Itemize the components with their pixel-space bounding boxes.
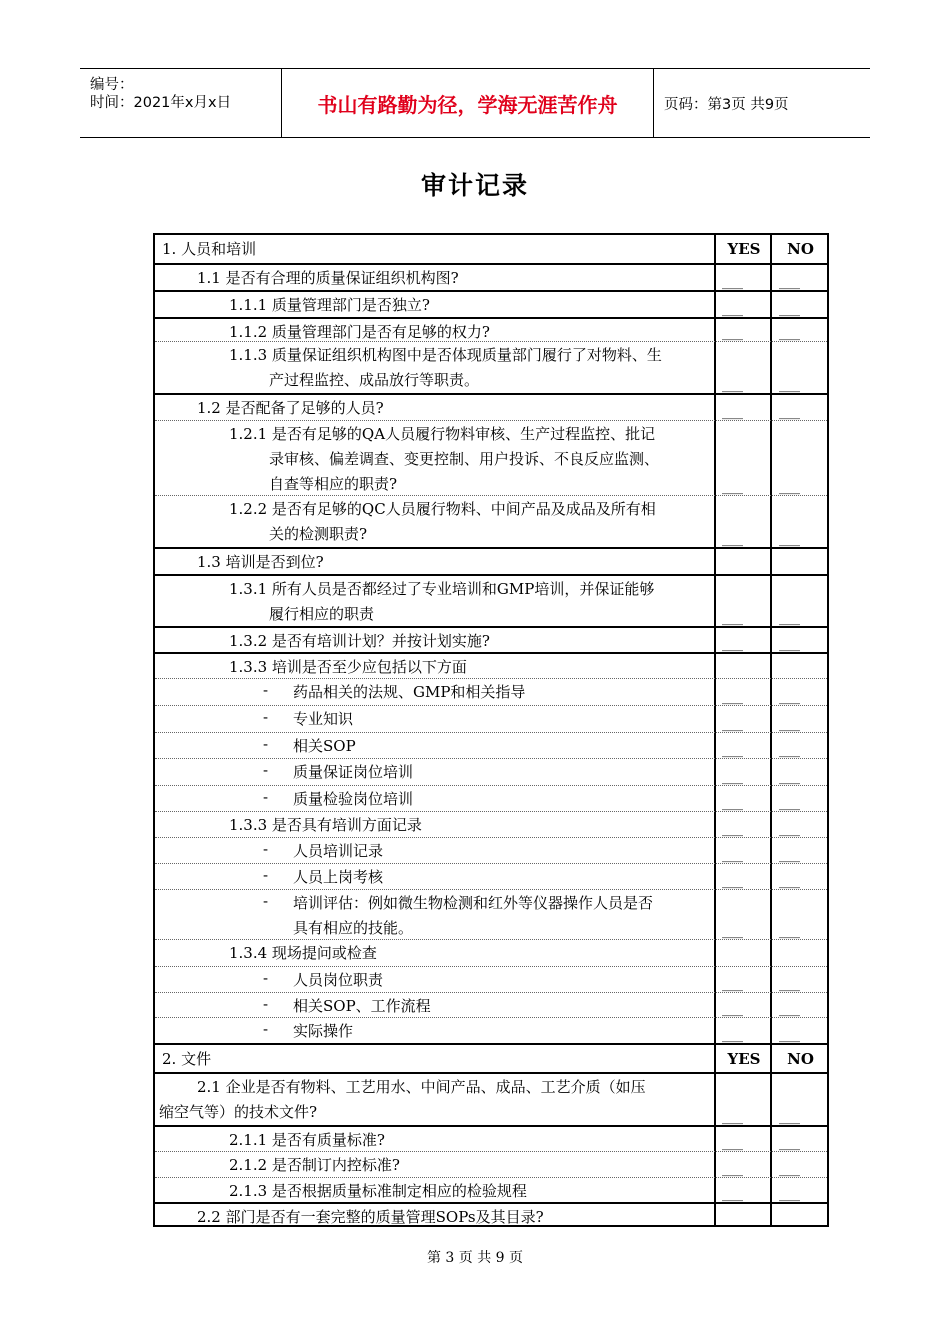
no-answer-blank[interactable]: ___ (779, 689, 800, 705)
audit-table (153, 233, 829, 1227)
yes-answer-blank[interactable]: ___ (722, 689, 743, 705)
no-answer-blank[interactable]: ___ (779, 742, 800, 758)
question-line: 关的检测职责? (269, 525, 368, 543)
no-answer-blank[interactable]: ___ (779, 1001, 800, 1017)
yes-answer-blank[interactable]: ___ (722, 325, 743, 341)
yes-column-header: YES (727, 240, 761, 258)
question-text (155, 1045, 715, 1074)
yes-answer-blank[interactable]: ___ (722, 795, 743, 811)
question-text (155, 679, 715, 706)
yes-answer-blank[interactable]: ___ (722, 976, 743, 992)
question-line: 质量检验岗位培训 (293, 790, 414, 808)
yes-answer-blank[interactable]: ___ (722, 742, 743, 758)
bullet-dash: - (263, 788, 269, 806)
document-title: 审计记录 (420, 171, 529, 200)
checklist-row (155, 1151, 827, 1177)
yes-column-header: YES (727, 1049, 761, 1068)
question-line: 1.3 培训是否到位? (197, 553, 324, 571)
no-column-header: NO (787, 1049, 814, 1068)
question-line: 自查等相应的职责? (269, 475, 398, 493)
checklist-row (155, 420, 827, 495)
question-line: 人员培训记录 (293, 842, 384, 860)
question-text (155, 993, 715, 1018)
checklist-row (155, 1202, 827, 1227)
checklist-row (155, 837, 827, 863)
bullet-dash: - (263, 969, 269, 987)
question-line: 1.2 是否配备了足够的人员? (197, 399, 384, 417)
yes-answer-blank[interactable]: ___ (722, 377, 743, 393)
question-line: 2.1 企业是否有物料、工艺用水、中间产品、成品、工艺介质（如压 (197, 1078, 646, 1096)
no-answer-blank[interactable]: ___ (779, 1211, 800, 1227)
bullet-dash: - (263, 735, 269, 753)
question-line: 1. 人员和培训 (162, 240, 257, 258)
question-text (155, 890, 715, 940)
checklist-row (155, 889, 827, 939)
yes-answer-blank[interactable]: ___ (722, 1211, 743, 1227)
question-text (155, 654, 715, 680)
bullet-dash: - (263, 995, 269, 1013)
question-line: 1.1 是否有合理的质量保证组织机构图? (197, 269, 459, 287)
yes-answer-blank[interactable]: ___ (722, 531, 743, 547)
checklist-row (155, 626, 827, 652)
yes-answer-blank[interactable]: ___ (722, 716, 743, 732)
question-line: 2.2 部门是否有一套完整的质量管理SOPs及其目录? (197, 1208, 544, 1226)
no-answer-blank[interactable]: ___ (779, 377, 800, 393)
question-line: 1.3.1 所有人员是否都经过了专业培训和GMP培训，并保证能够 (229, 580, 655, 598)
bullet-dash: - (263, 1020, 269, 1038)
question-line: 2.1.2 是否制订内控标准? (229, 1156, 400, 1174)
no-answer-blank[interactable]: ___ (779, 873, 800, 889)
question-text (155, 1127, 715, 1153)
question-line: 人员上岗考核 (293, 868, 384, 886)
no-answer-blank[interactable]: ___ (779, 404, 800, 420)
question-line: 1.2.2 是否有足够的QC人员履行物料、中间产品及成品及所有相 (229, 500, 656, 518)
question-text (155, 628, 715, 654)
checklist-row (155, 811, 827, 837)
bullet-dash: - (263, 681, 269, 699)
no-answer-blank[interactable]: ___ (779, 976, 800, 992)
question-text (155, 967, 715, 993)
yes-answer-blank[interactable]: ___ (722, 923, 743, 939)
question-line: 2.1.3 是否根据质量标准制定相应的检验规程 (229, 1182, 527, 1200)
question-line: 缩空气等）的技术文件? (159, 1103, 318, 1121)
question-line: 具有相应的技能。 (293, 919, 414, 937)
no-answer-blank[interactable]: ___ (779, 769, 800, 785)
question-text (155, 838, 715, 864)
no-answer-blank[interactable]: ___ (779, 1135, 800, 1151)
checklist-row (155, 393, 827, 420)
question-line: 1.3.4 现场提问或检查 (229, 944, 377, 962)
yes-answer-blank[interactable]: ___ (722, 301, 743, 317)
no-column-header: NO (787, 240, 814, 258)
question-text (155, 342, 715, 394)
yes-answer-blank[interactable]: ___ (722, 1161, 743, 1177)
yes-answer-blank[interactable]: ___ (722, 1027, 743, 1043)
section-header-row (155, 1043, 827, 1072)
checklist-row (155, 732, 827, 758)
question-text (155, 549, 715, 576)
question-line: 1.3.3 是否具有培训方面记录 (229, 816, 422, 834)
no-answer-blank[interactable]: ___ (779, 923, 800, 939)
checklist-row (155, 495, 827, 547)
question-text (155, 706, 715, 733)
header-date: 时间：2021年x月x日 (90, 95, 232, 111)
question-text (155, 940, 715, 967)
header-slogan: 书山有路勤为径，学海无涯苦作舟 (282, 69, 654, 137)
question-line: 1.2.1 是否有足够的QA人员履行物料审核、生产过程监控、批记 (229, 425, 656, 443)
yes-answer-blank[interactable]: ___ (722, 636, 743, 652)
yes-answer-blank[interactable]: ___ (722, 274, 743, 290)
question-text (155, 1178, 715, 1203)
question-line: 2. 文件 (162, 1050, 212, 1068)
question-line: 2.1.1 是否有质量标准? (229, 1131, 385, 1149)
checklist-row (155, 263, 827, 290)
question-line: 人员岗位职责 (293, 971, 384, 989)
question-text (155, 864, 715, 890)
no-answer-blank[interactable]: ___ (779, 479, 800, 495)
checklist-row (155, 574, 827, 626)
question-line: 1.3.2 是否有培训计划？并按计划实施? (229, 632, 490, 650)
checklist-row (155, 1177, 827, 1202)
checklist-row (155, 705, 827, 732)
question-text (155, 1074, 715, 1127)
question-text (155, 421, 715, 496)
question-text (155, 1152, 715, 1178)
question-line: 质量保证岗位培训 (293, 763, 414, 781)
checklist-row (155, 939, 827, 966)
checklist-row (155, 678, 827, 705)
no-answer-blank[interactable]: ___ (779, 847, 800, 863)
checklist-row (155, 1125, 827, 1151)
yes-answer-blank[interactable]: ___ (722, 873, 743, 889)
checklist-row (155, 1072, 827, 1125)
no-answer-blank[interactable]: ___ (779, 1109, 800, 1125)
header-info-cell (80, 69, 282, 137)
yes-answer-blank[interactable]: ___ (722, 1001, 743, 1017)
checklist-row (155, 547, 827, 574)
question-line: 1.1.2 质量管理部门是否有足够的权力? (229, 323, 490, 341)
yes-answer-blank[interactable]: ___ (722, 769, 743, 785)
header-page-info: 页码：第3页 共9页 (664, 96, 789, 113)
checklist-row (155, 992, 827, 1017)
question-line: 相关SOP (293, 737, 356, 755)
question-line: 实际操作 (293, 1022, 354, 1040)
no-answer-blank[interactable]: ___ (779, 716, 800, 732)
question-text (155, 759, 715, 786)
question-line: 1.1.1 质量管理部门是否独立? (229, 296, 430, 314)
bullet-dash: - (263, 761, 269, 779)
no-answer-blank[interactable]: ___ (779, 274, 800, 290)
no-answer-blank[interactable]: ___ (779, 1027, 800, 1043)
no-answer-blank[interactable]: ___ (779, 1161, 800, 1177)
question-line: 1.1.3 质量保证组织机构图中是否体现质量部门履行了对物料、生 (229, 346, 662, 364)
question-line: 1.3.3 培训是否至少应包括以下方面 (229, 658, 467, 676)
page-header (80, 68, 870, 138)
bullet-dash: - (263, 708, 269, 726)
checklist-row (155, 785, 827, 811)
no-answer-blank[interactable]: ___ (779, 531, 800, 547)
no-answer-blank[interactable]: ___ (779, 610, 800, 626)
no-answer-blank[interactable]: ___ (779, 325, 800, 341)
question-text (155, 1018, 715, 1044)
question-text (155, 292, 715, 319)
question-text (155, 265, 715, 292)
no-answer-blank[interactable]: ___ (779, 636, 800, 652)
checklist-row (155, 1017, 827, 1043)
question-line: 录审核、偏差调查、变更控制、用户投诉、不良反应监测、 (269, 450, 660, 468)
checklist-row (155, 758, 827, 785)
yes-answer-blank[interactable]: ___ (722, 847, 743, 863)
question-text (155, 576, 715, 628)
no-answer-blank[interactable]: ___ (779, 795, 800, 811)
yes-answer-blank[interactable]: ___ (722, 1186, 743, 1202)
yes-answer-blank[interactable]: ___ (722, 610, 743, 626)
bullet-dash: - (263, 892, 269, 910)
question-text (155, 812, 715, 838)
bullet-dash: - (263, 866, 269, 884)
no-answer-blank[interactable]: ___ (779, 821, 800, 837)
checklist-row (155, 317, 827, 341)
question-text (155, 319, 715, 343)
question-text (155, 235, 715, 263)
question-line: 相关SOP、工作流程 (293, 997, 431, 1015)
question-text (155, 1204, 715, 1229)
question-line: 培训评估：例如微生物检测和红外等仪器操作人员是否 (293, 894, 654, 912)
checklist-row (155, 290, 827, 317)
header-number: 编号： (90, 77, 134, 93)
question-text (155, 733, 715, 759)
no-answer-blank[interactable]: ___ (779, 1186, 800, 1202)
yes-answer-blank[interactable]: ___ (722, 479, 743, 495)
yes-answer-blank[interactable]: ___ (722, 1135, 743, 1151)
yes-answer-blank[interactable]: ___ (722, 404, 743, 420)
bullet-dash: - (263, 840, 269, 858)
checklist-row (155, 966, 827, 992)
question-line: 履行相应的职责 (269, 605, 375, 623)
yes-answer-blank[interactable]: ___ (722, 821, 743, 837)
checklist-row (155, 652, 827, 678)
question-line: 产过程监控、成品放行等职责。 (269, 371, 480, 389)
question-line: 药品相关的法规、GMP和相关指导 (293, 683, 526, 701)
checklist-row (155, 863, 827, 889)
no-answer-blank[interactable]: ___ (779, 301, 800, 317)
question-text (155, 395, 715, 422)
yes-answer-blank[interactable]: ___ (722, 1109, 743, 1125)
question-text (155, 496, 715, 548)
checklist-row (155, 341, 827, 393)
question-text (155, 786, 715, 812)
question-line: 专业知识 (293, 710, 354, 728)
section-header-row (155, 235, 827, 263)
page-footer: 第 3 页 共 9 页 (426, 1250, 524, 1266)
